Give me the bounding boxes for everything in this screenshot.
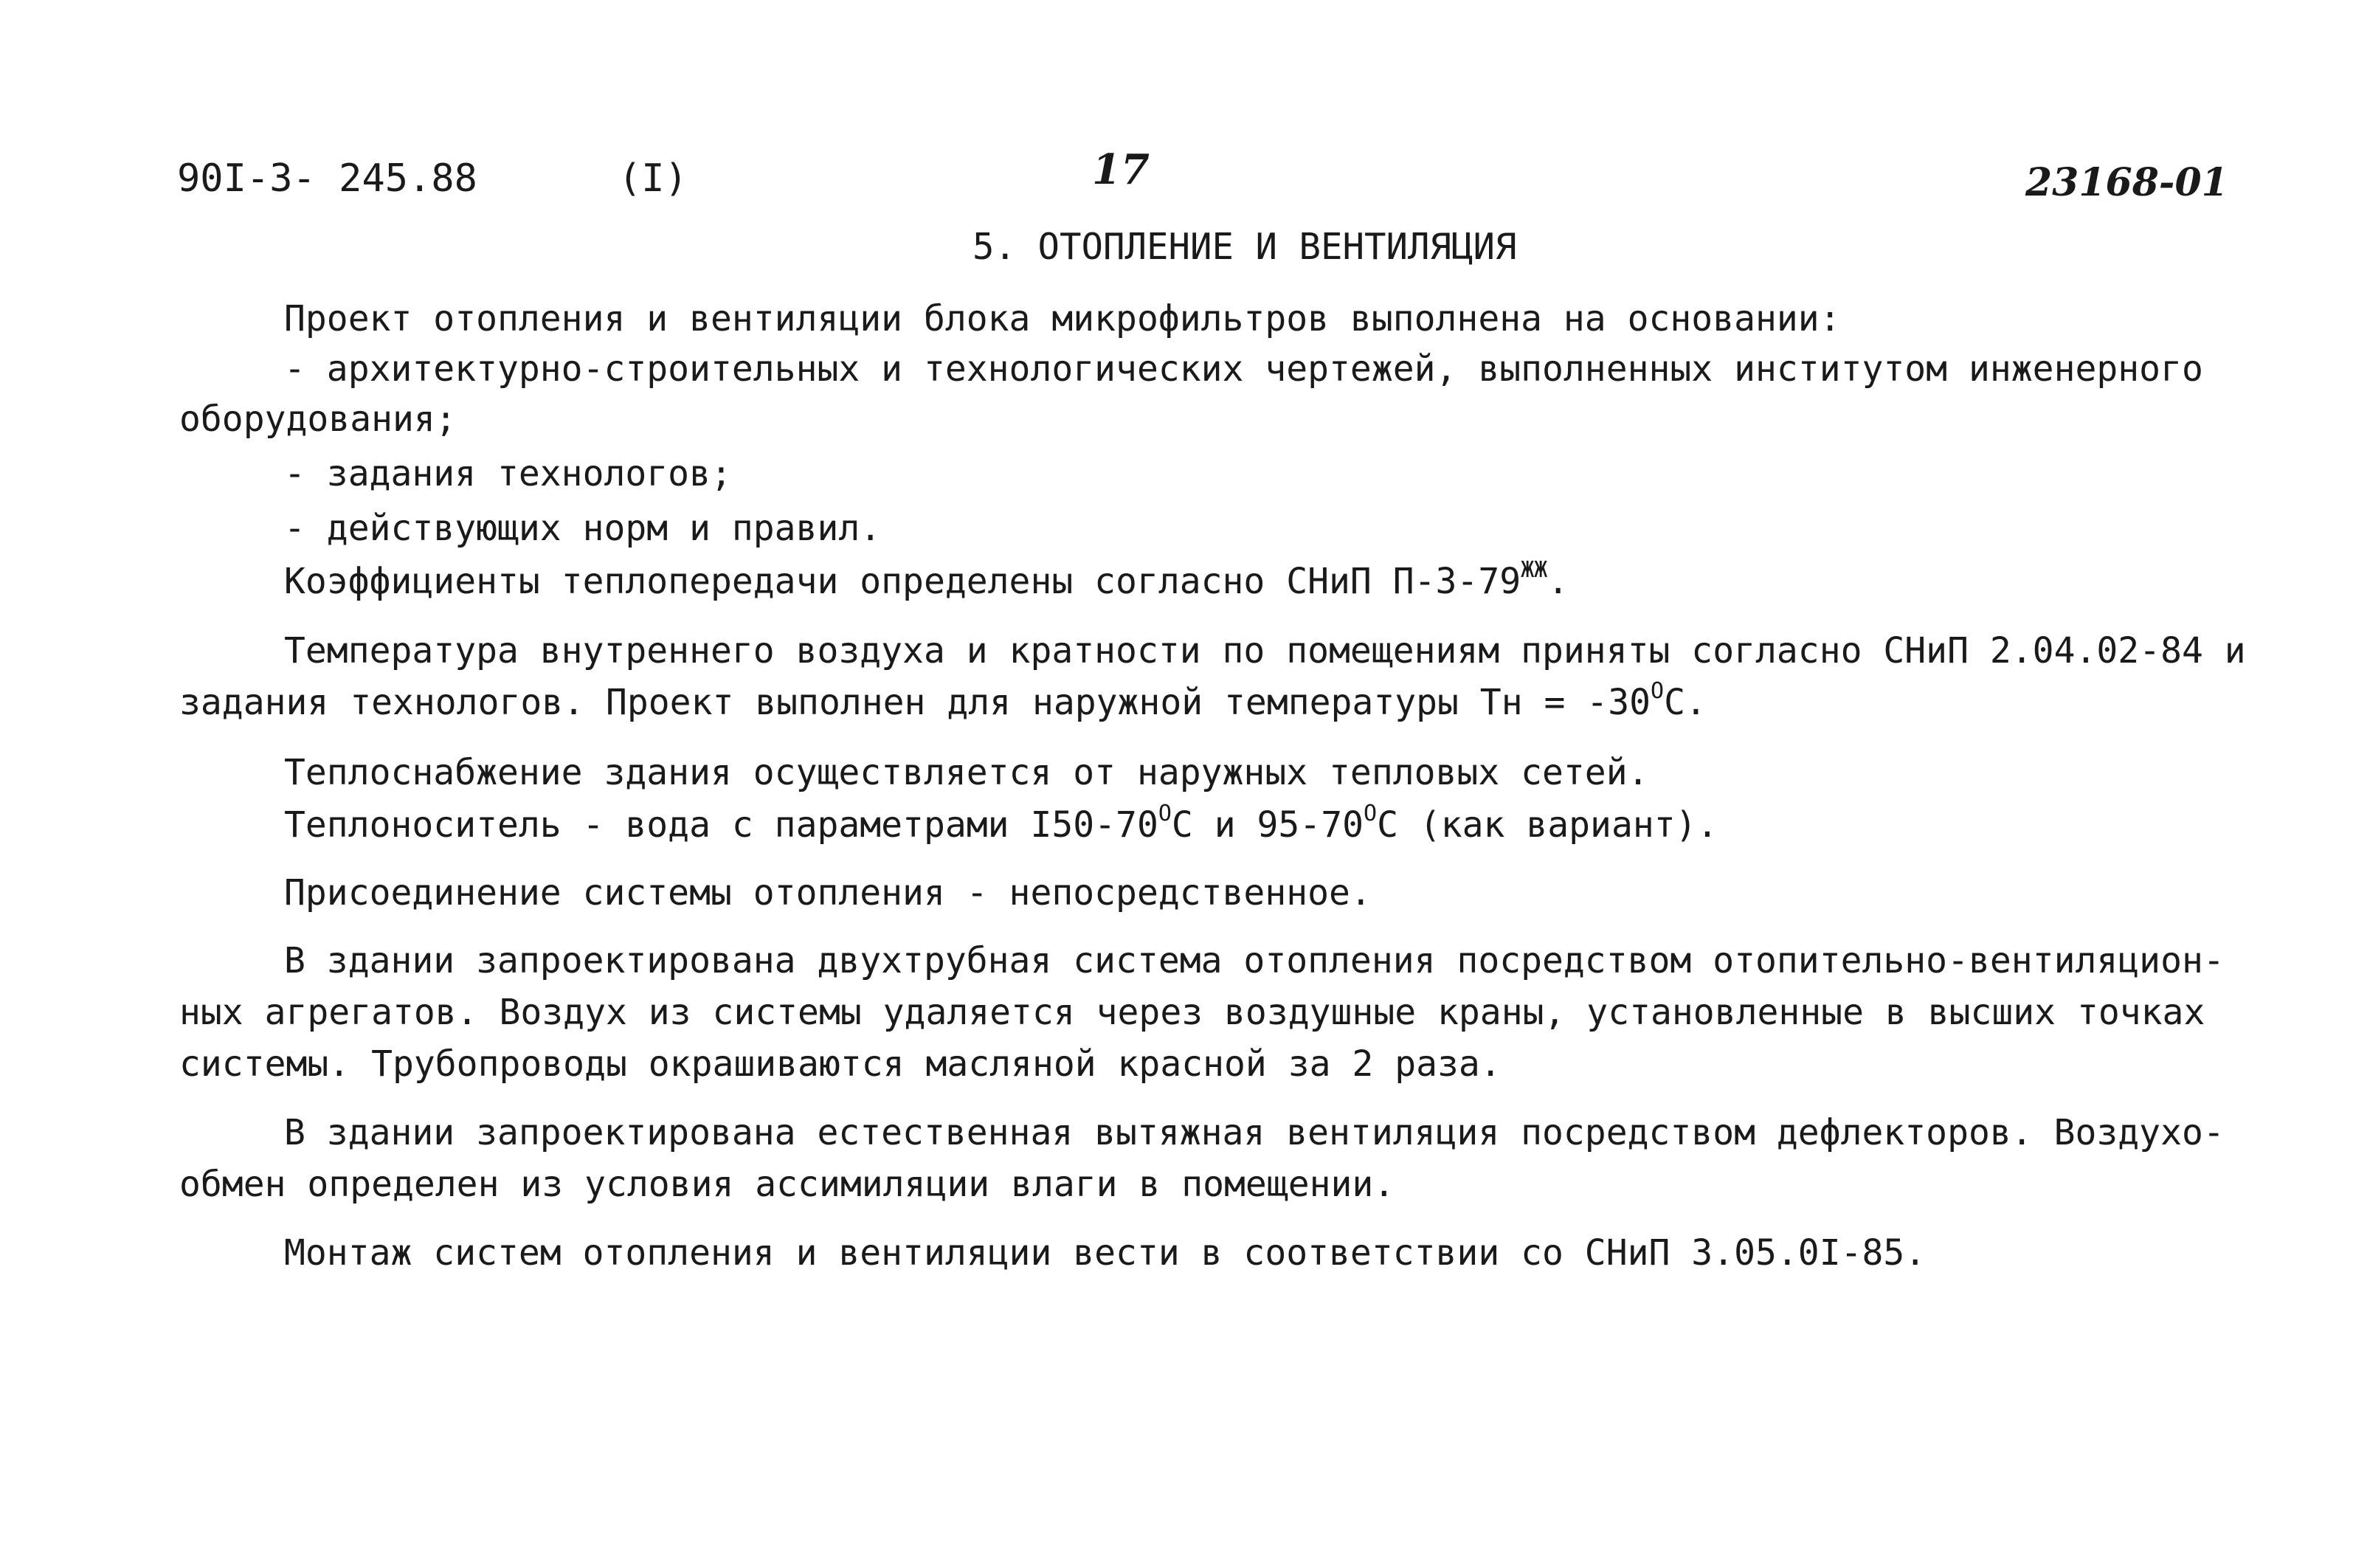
degree-mark: О (1651, 678, 1665, 704)
paragraph-line: Теплоснабжение здания осуществляется от наружных тепловых сетей. (284, 752, 1649, 793)
paragraph-line: оборудования; (179, 398, 457, 440)
paragraph-line: В здании запроектирована естественная вытяжная вентиляция посредством дефлекторов. Воздухо- (284, 1112, 2225, 1153)
paragraph-line: задания технологов. Проект выполнен для наружной температуры Тн = $-30^ОС$. (179, 678, 1707, 723)
superscript-mark: ЖЖ (1521, 557, 1548, 583)
paragraph-line: системы. Трубопроводы окрашиваются масляной красной за 2 раза. (179, 1043, 1502, 1085)
paragraph-line: - архитектурно-строительных и технологических чертежей, выполненных институтом инженерного (284, 348, 2203, 390)
paragraph-line: Проект отопления и вентиляции блока микрофильтров выполнена на основании: (284, 298, 1841, 339)
paragraph-line: обмен определен из условия ассимиляции влаги в помещении. (179, 1164, 1395, 1205)
paragraph-line: Коэффициенты теплопередачи определены согласно СНиП $П-3-79^{ЖЖ}$. (284, 557, 1569, 602)
paragraph-line: Монтаж систем отопления и вентиляции вести в соответствии со СНиП 3.05.0I-85. (284, 1232, 1927, 1274)
paragraph-line: В здании запроектирована двухтрубная система отопления посредством отопительно-вентиляцион- (284, 940, 2225, 981)
archive-number: 23168-01 (2025, 160, 2228, 205)
degree-mark: О (1158, 801, 1172, 826)
list-item: - действующих норм и правил. (284, 508, 882, 549)
page-number: 17 (1092, 145, 1150, 194)
degree-mark: О (1364, 801, 1378, 826)
paragraph-line: Присоединение системы отопления - непосредственное. (284, 872, 1372, 913)
part-number: (I) (618, 156, 688, 201)
list-item: - задания технологов; (284, 453, 732, 494)
paragraph-line: ных агрегатов. Воздух из системы удаляется через воздушные краны, установленные в высших точках (179, 992, 2205, 1033)
paragraph-line: Теплоноситель - вода с параметрами $I50-70^ОС$ и $95-70^ОС$ (как вариант). (284, 801, 1718, 846)
paragraph-line: Температура внутреннего воздуха и кратности по помещениям приняты согласно СНиП 2.04.02-84 и (284, 630, 2246, 671)
section-title: 5. ОТОПЛЕНИЕ И ВЕНТИЛЯЦИЯ (972, 226, 1517, 268)
document-number: 90I-3- 245.88 (177, 156, 477, 201)
